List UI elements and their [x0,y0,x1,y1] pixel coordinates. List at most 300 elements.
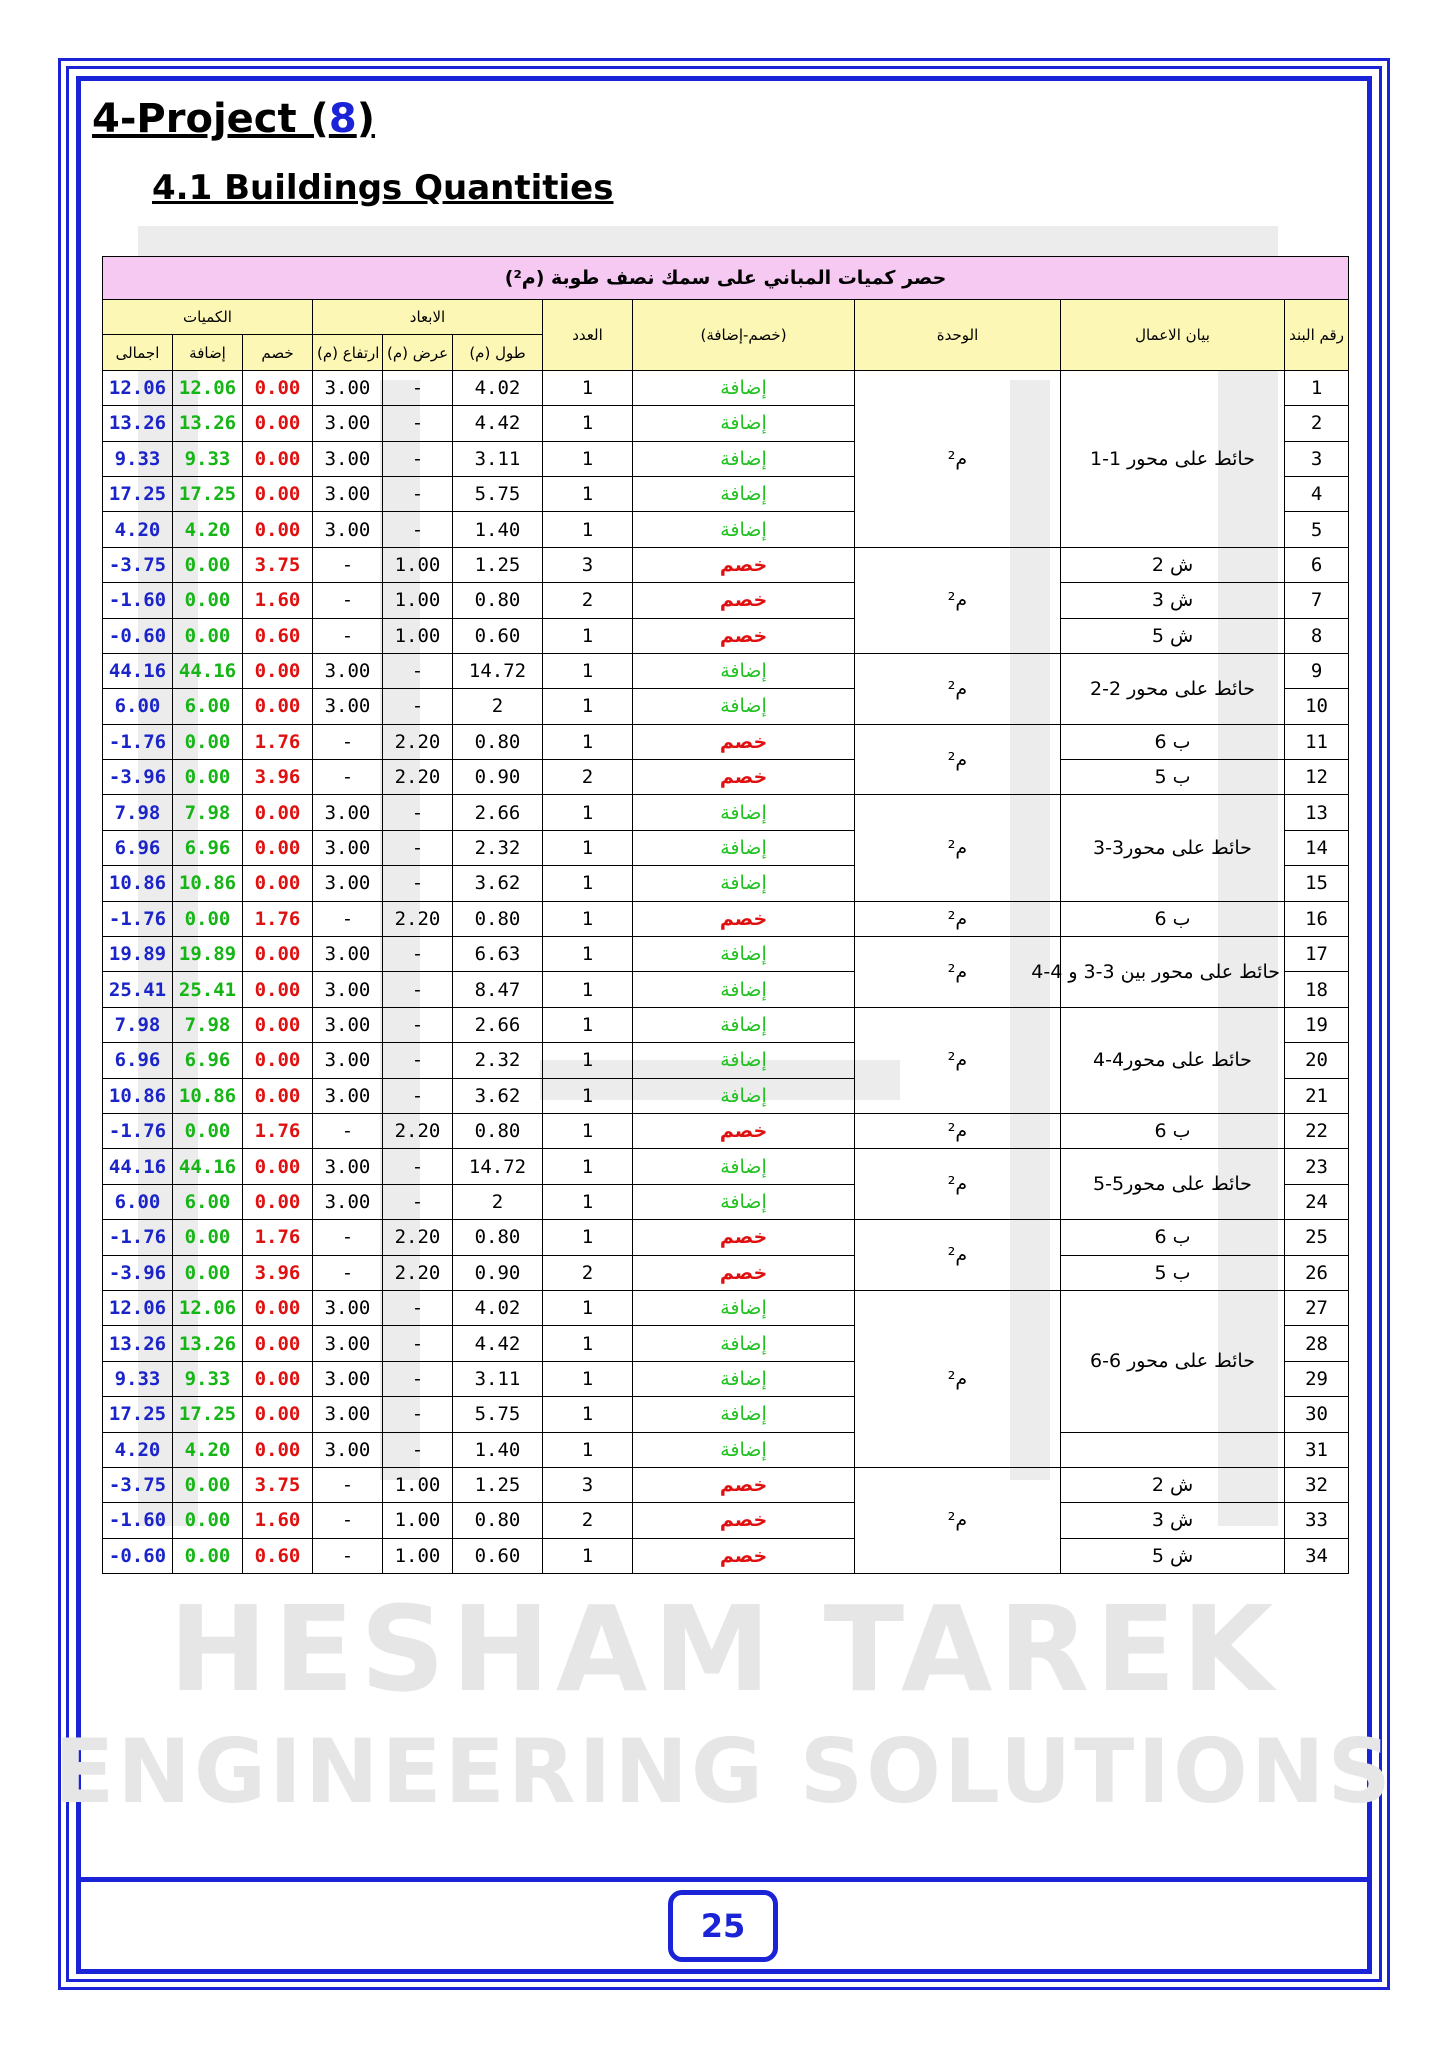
row-add: 6.96 [173,830,243,865]
row-total: 9.33 [103,1361,173,1396]
row-total: -1.60 [103,1503,173,1538]
row-operation: إضافة [633,972,855,1007]
row-length: 0.80 [453,901,543,936]
project-number-link[interactable]: 8 [328,96,357,142]
row-add: 44.16 [173,653,243,688]
row-height: 3.00 [313,370,383,405]
row-total: 10.86 [103,866,173,901]
row-item-no: 5 [1285,512,1349,547]
row-add: 12.06 [173,1290,243,1325]
row-item-no: 4 [1285,476,1349,511]
row-item-no: 22 [1285,1113,1349,1148]
row-item-no: 15 [1285,866,1349,901]
row-count: 1 [543,937,633,972]
row-item-no: 27 [1285,1290,1349,1325]
row-count: 1 [543,1432,633,1467]
table-row [103,795,1349,830]
row-height: 3.00 [313,1149,383,1184]
table-row [103,1503,1349,1538]
table-row [103,1432,1349,1467]
row-item-no: 25 [1285,1220,1349,1255]
row-height: 3.00 [313,406,383,441]
row-width: 2.20 [383,1220,453,1255]
row-length: 5.75 [453,476,543,511]
row-add: 0.00 [173,583,243,618]
row-deduct: 0.00 [243,1361,313,1396]
row-add: 7.98 [173,1007,243,1042]
row-length: 0.80 [453,1220,543,1255]
row-total: 12.06 [103,1290,173,1325]
row-add: 17.25 [173,1397,243,1432]
row-item-no: 17 [1285,937,1349,972]
row-operation: خصم [633,618,855,653]
row-deduct: 3.75 [243,1467,313,1502]
row-count: 1 [543,441,633,476]
row-unit: م² [855,901,1061,936]
row-description [1061,1432,1285,1467]
row-count: 1 [543,1149,633,1184]
row-add: 0.00 [173,724,243,759]
row-width: 1.00 [383,1538,453,1573]
row-add: 10.86 [173,866,243,901]
row-description: حائط على محور5-5 [1061,1149,1285,1220]
row-height: 3.00 [313,689,383,724]
add-header: إضافة [173,335,243,370]
title-prefix: 4-Project ( [92,96,329,142]
row-total: 4.20 [103,1432,173,1467]
row-length: 2 [453,1184,543,1219]
row-unit: م² [855,1467,1061,1573]
row-count: 1 [543,1078,633,1113]
row-count: 2 [543,760,633,795]
quantities-table [102,256,1349,1574]
row-total: -1.76 [103,901,173,936]
row-total: 17.25 [103,476,173,511]
row-deduct: 0.00 [243,441,313,476]
row-height: 3.00 [313,1043,383,1078]
row-operation: إضافة [633,441,855,476]
row-total: -1.76 [103,1220,173,1255]
row-add: 0.00 [173,760,243,795]
row-add: 4.20 [173,512,243,547]
row-total: 17.25 [103,1397,173,1432]
row-width: 2.20 [383,1113,453,1148]
row-total: -3.96 [103,760,173,795]
row-add: 19.89 [173,937,243,972]
row-operation: إضافة [633,1361,855,1396]
row-deduct: 0.00 [243,476,313,511]
row-count: 1 [543,866,633,901]
row-length: 5.75 [453,1397,543,1432]
row-total: 9.33 [103,441,173,476]
row-count: 1 [543,653,633,688]
row-count: 3 [543,1467,633,1502]
operation-header: (خصم-إضافة) [633,300,855,371]
row-count: 1 [543,1538,633,1573]
row-deduct: 0.00 [243,1326,313,1361]
row-description: حائط على محور 2-2 [1061,653,1285,724]
row-operation: إضافة [633,1432,855,1467]
row-item-no: 13 [1285,795,1349,830]
row-count: 1 [543,830,633,865]
row-total: 6.00 [103,689,173,724]
table-row [103,1220,1349,1255]
row-deduct: 1.76 [243,901,313,936]
row-deduct: 0.60 [243,1538,313,1573]
row-description: حائط على محور4-4 [1061,1007,1285,1113]
row-deduct: 0.00 [243,689,313,724]
row-count: 1 [543,512,633,547]
row-description: ش 5 [1061,618,1285,653]
row-unit: م² [855,1113,1061,1148]
unit-header: الوحدة [855,300,1061,371]
row-width: - [383,406,453,441]
row-height: 3.00 [313,1290,383,1325]
row-height: - [313,1538,383,1573]
row-description: حائط على محور بين 3-3 و 4-4 [1061,937,1285,1008]
row-width: - [383,972,453,1007]
height-header: ارتفاع (م) [313,335,383,370]
row-description: ب 6 [1061,901,1285,936]
row-length: 4.42 [453,1326,543,1361]
row-add: 0.00 [173,1220,243,1255]
row-length: 2.66 [453,795,543,830]
width-header: عرض (م) [383,335,453,370]
row-operation: إضافة [633,653,855,688]
row-height: 3.00 [313,476,383,511]
row-deduct: 0.00 [243,1397,313,1432]
row-width: 2.20 [383,1255,453,1290]
row-width: - [383,937,453,972]
row-deduct: 1.76 [243,724,313,759]
page-title [92,96,375,142]
row-description: ش 5 [1061,1538,1285,1573]
row-width: - [383,1432,453,1467]
row-count: 1 [543,1220,633,1255]
row-deduct: 0.00 [243,866,313,901]
row-operation: إضافة [633,866,855,901]
table-row [103,760,1349,795]
row-length: 0.60 [453,1538,543,1573]
row-operation: إضافة [633,370,855,405]
row-width: - [383,866,453,901]
row-total: -0.60 [103,1538,173,1573]
row-height: - [313,1255,383,1290]
row-width: 2.20 [383,724,453,759]
row-total: 6.00 [103,1184,173,1219]
row-height: 3.00 [313,1432,383,1467]
row-operation: خصم [633,1467,855,1502]
row-description: ب 6 [1061,1113,1285,1148]
row-count: 1 [543,689,633,724]
row-add: 13.26 [173,1326,243,1361]
row-item-no: 24 [1285,1184,1349,1219]
row-operation: إضافة [633,1326,855,1361]
row-length: 1.25 [453,1467,543,1502]
row-operation: خصم [633,547,855,582]
row-width: - [383,1007,453,1042]
row-count: 1 [543,1043,633,1078]
row-item-no: 34 [1285,1538,1349,1573]
row-count: 2 [543,1503,633,1538]
row-operation: إضافة [633,1290,855,1325]
row-description: حائط على محور3-3 [1061,795,1285,901]
row-add: 4.20 [173,1432,243,1467]
row-width: - [383,1078,453,1113]
row-operation: إضافة [633,1007,855,1042]
row-description: ش 3 [1061,583,1285,618]
row-operation: خصم [633,1503,855,1538]
row-length: 0.90 [453,760,543,795]
table-row [103,618,1349,653]
row-height: 3.00 [313,866,383,901]
count-header: العدد [543,300,633,371]
row-item-no: 33 [1285,1503,1349,1538]
row-operation: إضافة [633,476,855,511]
row-count: 1 [543,901,633,936]
row-width: 2.20 [383,901,453,936]
row-operation: إضافة [633,406,855,441]
row-unit: م² [855,1149,1061,1220]
row-deduct: 1.60 [243,583,313,618]
row-item-no: 23 [1285,1149,1349,1184]
row-item-no: 28 [1285,1326,1349,1361]
quantities-header: الكميات [103,300,313,335]
row-item-no: 3 [1285,441,1349,476]
row-deduct: 3.96 [243,1255,313,1290]
row-total: 19.89 [103,937,173,972]
row-count: 2 [543,583,633,618]
row-height: 3.00 [313,512,383,547]
row-item-no: 16 [1285,901,1349,936]
row-add: 0.00 [173,1538,243,1573]
row-unit: م² [855,724,1061,795]
row-total: 7.98 [103,1007,173,1042]
row-operation: خصم [633,901,855,936]
row-add: 0.00 [173,1255,243,1290]
row-height: 3.00 [313,937,383,972]
row-length: 14.72 [453,653,543,688]
row-total: 13.26 [103,406,173,441]
row-height: 3.00 [313,795,383,830]
row-length: 2.66 [453,1007,543,1042]
row-deduct: 0.00 [243,653,313,688]
row-description: ب 5 [1061,1255,1285,1290]
row-length: 0.60 [453,618,543,653]
row-add: 9.33 [173,1361,243,1396]
row-add: 0.00 [173,1503,243,1538]
row-height: - [313,618,383,653]
row-add: 0.00 [173,1113,243,1148]
row-add: 0.00 [173,547,243,582]
section-subtitle: 4.1 Buildings Quantities [152,168,614,208]
row-deduct: 1.76 [243,1220,313,1255]
row-description: ش 2 [1061,1467,1285,1502]
watermark-line-1: HESHAM TAREK [168,1580,1280,1718]
row-width: - [383,653,453,688]
row-length: 4.02 [453,1290,543,1325]
row-count: 3 [543,547,633,582]
row-length: 0.80 [453,1113,543,1148]
row-item-no: 1 [1285,370,1349,405]
row-length: 2.32 [453,830,543,865]
row-item-no: 19 [1285,1007,1349,1042]
row-item-no: 32 [1285,1467,1349,1502]
row-deduct: 0.00 [243,1078,313,1113]
row-total: 25.41 [103,972,173,1007]
row-unit: م² [855,1220,1061,1291]
row-item-no: 6 [1285,547,1349,582]
page-number: 25 [668,1890,778,1962]
row-item-no: 11 [1285,724,1349,759]
row-width: - [383,512,453,547]
row-operation: خصم [633,1538,855,1573]
row-height: - [313,760,383,795]
row-item-no: 30 [1285,1397,1349,1432]
row-width: - [383,370,453,405]
table-row [103,1007,1349,1042]
row-length: 6.63 [453,937,543,972]
row-operation: خصم [633,1255,855,1290]
row-count: 1 [543,1184,633,1219]
row-item-no: 12 [1285,760,1349,795]
title-suffix: ) [356,96,375,142]
row-operation: إضافة [633,830,855,865]
table-row [103,583,1349,618]
row-unit: م² [855,547,1061,653]
row-description: حائط على محور 1-1 [1061,370,1285,547]
row-deduct: 0.00 [243,795,313,830]
row-operation: إضافة [633,1078,855,1113]
row-deduct: 0.00 [243,972,313,1007]
row-item-no: 9 [1285,653,1349,688]
row-width: 1.00 [383,618,453,653]
row-total: 6.96 [103,830,173,865]
row-description: ب 5 [1061,760,1285,795]
row-total: -3.75 [103,547,173,582]
row-operation: خصم [633,724,855,759]
row-width: 1.00 [383,1503,453,1538]
row-length: 8.47 [453,972,543,1007]
row-add: 44.16 [173,1149,243,1184]
table-row [103,653,1349,688]
row-operation: إضافة [633,1397,855,1432]
table-row [103,1467,1349,1502]
deduct-header: خصم [243,335,313,370]
row-deduct: 3.75 [243,547,313,582]
row-height: 3.00 [313,830,383,865]
row-height: - [313,583,383,618]
row-item-no: 18 [1285,972,1349,1007]
row-item-no: 26 [1285,1255,1349,1290]
row-height: - [313,1467,383,1502]
row-length: 0.80 [453,1503,543,1538]
row-deduct: 0.00 [243,1043,313,1078]
row-deduct: 0.00 [243,370,313,405]
row-count: 1 [543,406,633,441]
row-description: ب 6 [1061,1220,1285,1255]
row-total: -1.60 [103,583,173,618]
row-length: 4.02 [453,370,543,405]
row-total: 7.98 [103,795,173,830]
row-height: 3.00 [313,1078,383,1113]
row-operation: إضافة [633,512,855,547]
table-row [103,937,1349,972]
row-count: 1 [543,1397,633,1432]
row-width: - [383,795,453,830]
row-height: - [313,547,383,582]
row-operation: خصم [633,1220,855,1255]
row-operation: إضافة [633,937,855,972]
item-no-header: رقم البند [1285,300,1349,371]
description-header: بيان الاعمال [1061,300,1285,371]
row-count: 1 [543,795,633,830]
row-deduct: 0.00 [243,1184,313,1219]
table-row [103,1255,1349,1290]
row-add: 13.26 [173,406,243,441]
row-deduct: 0.00 [243,1290,313,1325]
row-deduct: 0.00 [243,830,313,865]
row-total: 10.86 [103,1078,173,1113]
row-count: 1 [543,972,633,1007]
row-width: - [383,1043,453,1078]
row-height: 3.00 [313,1397,383,1432]
table-row [103,370,1349,405]
row-add: 6.00 [173,1184,243,1219]
table-row [103,901,1349,936]
row-total: 6.96 [103,1043,173,1078]
row-total: 4.20 [103,512,173,547]
row-total: -1.76 [103,1113,173,1148]
row-deduct: 0.00 [243,1432,313,1467]
row-height: 3.00 [313,1361,383,1396]
row-length: 4.42 [453,406,543,441]
table-row [103,1538,1349,1573]
row-count: 1 [543,1113,633,1148]
row-total: -3.75 [103,1467,173,1502]
row-deduct: 3.96 [243,760,313,795]
row-width: - [383,1149,453,1184]
row-length: 14.72 [453,1149,543,1184]
row-deduct: 1.60 [243,1503,313,1538]
row-length: 2.32 [453,1043,543,1078]
row-length: 3.11 [453,1361,543,1396]
row-total: -1.76 [103,724,173,759]
row-height: - [313,1503,383,1538]
row-width: - [383,441,453,476]
table-row [103,1290,1349,1325]
dimensions-header: الابعاد [313,300,543,335]
row-deduct: 0.00 [243,937,313,972]
row-unit: م² [855,1007,1061,1113]
row-operation: خصم [633,760,855,795]
row-width: 1.00 [383,583,453,618]
row-length: 0.80 [453,724,543,759]
row-count: 1 [543,1007,633,1042]
row-width: - [383,1326,453,1361]
row-height: - [313,1113,383,1148]
row-count: 1 [543,1290,633,1325]
length-header: طول (م) [453,335,543,370]
row-length: 3.11 [453,441,543,476]
row-height: 3.00 [313,653,383,688]
table-row [103,1113,1349,1148]
row-total: 44.16 [103,653,173,688]
row-height: 3.00 [313,441,383,476]
row-deduct: 1.76 [243,1113,313,1148]
row-description: حائط على محور 6-6 [1061,1290,1285,1432]
row-item-no: 14 [1285,830,1349,865]
